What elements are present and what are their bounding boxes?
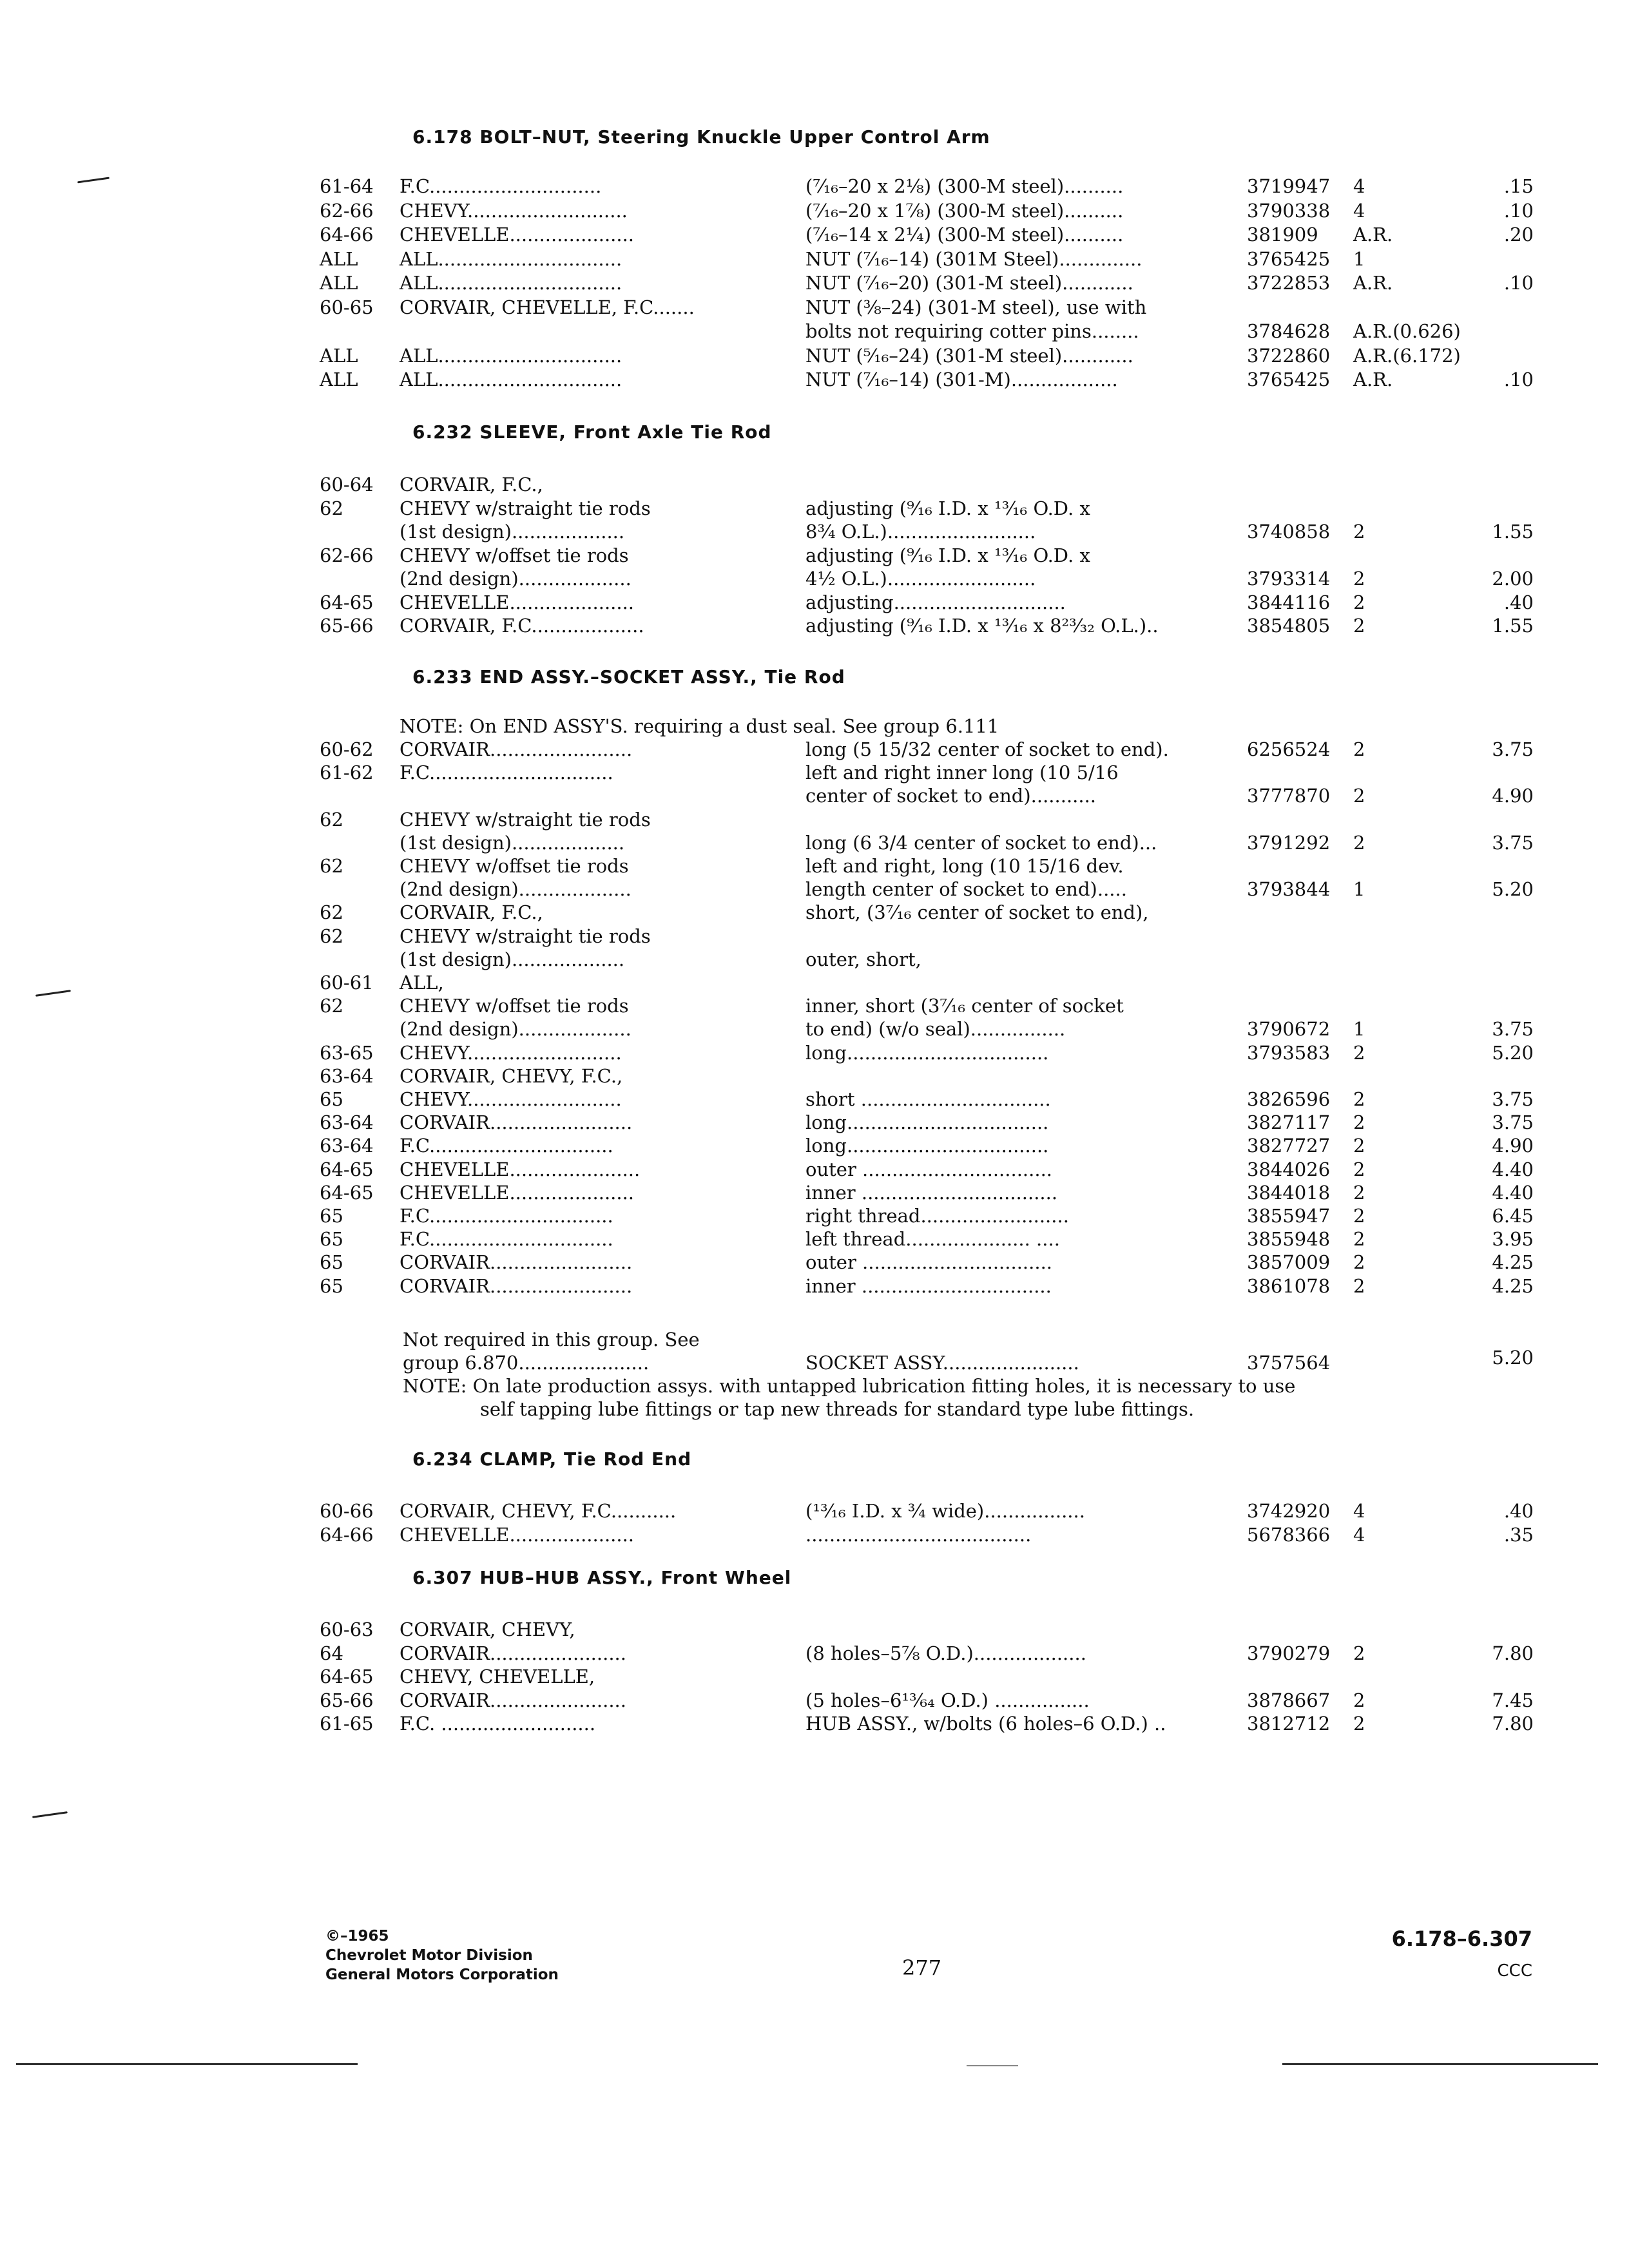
price-cell: .35 [1503,1523,1534,1546]
price-cell: 5.20 [1492,1041,1534,1064]
year-cell: 62-66 [320,544,374,566]
model-cell: CHEVY w/straight tie rods [400,497,651,519]
year-cell: 65 [320,1205,343,1227]
model-cell: CORVAIR....................... [400,1642,626,1664]
table-row [0,1135,1629,1158]
model-cell: ALL............................... [400,272,622,294]
description-cell: long.................................. [805,1135,1049,1157]
section-note: NOTE: On END ASSY'S. requiring a dust seal. See group 6.111 [400,715,999,737]
description-cell: NUT (⁵⁄₁₆–24) (301-M steel)............ [805,344,1133,367]
table-row [0,175,1629,198]
part-number-cell: 5678366 [1247,1523,1331,1546]
year-cell: 60-63 [320,1619,374,1640]
table-row [0,615,1629,638]
part-number-cell: 3793314 [1247,568,1331,590]
model-cell: CORVAIR, CHEVELLE, F.C....... [400,296,695,318]
quantity-cell: 4 [1353,175,1365,197]
table-row [0,1619,1629,1642]
part-number-cell: 3765425 [1247,369,1331,390]
year-cell: 65-66 [320,615,374,637]
price-cell: .15 [1503,175,1534,197]
table-row [0,855,1629,878]
description-cell: inner ................................. [805,1181,1058,1204]
year-cell: 62 [320,808,343,831]
model-cell: ALL............................... [400,369,622,390]
year-cell: 61-65 [320,1713,374,1735]
price-cell: 3.95 [1492,1228,1534,1251]
year-cell: 65 [320,1251,343,1274]
description-cell: long.................................. [805,1041,1049,1064]
table-row [0,497,1629,521]
year-cell: 60-62 [320,738,374,760]
quantity-cell: 1 [1353,878,1365,901]
table-row [0,200,1629,223]
table-row [0,762,1629,785]
table-row [0,1251,1629,1274]
part-number-cell: 3855948 [1247,1228,1331,1251]
model-cell: F.C. .......................... [400,1713,596,1735]
description-cell: left and right inner long (10 5/16 [805,762,1119,784]
description-cell: adjusting (⁹⁄₁₆ I.D. x ¹³⁄₁₆ x 8²³⁄₃₂ O.L.).. [805,615,1159,637]
model-cell: CHEVY w/straight tie rods [400,925,651,947]
part-number-cell: 3742920 [1247,1500,1331,1522]
model-cell: F.C............................... [400,762,613,784]
quantity-cell: 2 [1353,1689,1365,1711]
year-cell: 63-64 [320,1135,374,1157]
quantity-cell: 2 [1353,1158,1365,1180]
year-cell: 62 [320,855,343,877]
model-cell: CORVAIR........................ [400,738,633,760]
catalog-code: CCC [1497,1961,1532,1981]
quantity-cell: 2 [1353,1228,1365,1251]
description-cell: NUT (⁷⁄₁₆–14) (301M Steel).............. [805,247,1142,270]
quantity-cell: 2 [1353,831,1365,854]
price-cell: 7.80 [1492,1642,1534,1664]
socket-note-line2: group 6.870...................... [403,1352,650,1374]
price-cell: .40 [1503,1500,1534,1522]
quantity-cell: 2 [1353,1111,1365,1134]
year-cell: 65 [320,1088,343,1110]
publisher-block [325,1927,559,1984]
description-cell: short, (3⁷⁄₁₆ center of socket to end), [805,901,1149,924]
model-cell: CHEVELLE..................... [400,1523,635,1546]
quantity-cell: 2 [1353,1041,1365,1064]
bottom-rule-right [1282,2063,1598,2065]
quantity-cell: 2 [1353,568,1365,590]
model-cell: ALL............................... [400,247,622,270]
model-cell: CHEVY w/offset tie rods [400,855,629,877]
price-cell: 4.90 [1492,785,1534,807]
year-cell: ALL [320,369,358,390]
quantity-cell: 2 [1353,1088,1365,1110]
table-row [0,1111,1629,1135]
socket-note-line1: Not required in this group. See [403,1329,700,1350]
bottom-rule-mid [967,2065,1018,2066]
price-cell: .20 [1503,224,1534,245]
year-cell: ALL [320,272,358,294]
description-cell: NUT (⅜–24) (301-M steel), use with [805,296,1147,318]
table-row [0,925,1629,948]
model-cell: CORVAIR, F.C., [400,901,543,924]
year-cell: 62 [320,901,343,924]
model-cell: CORVAIR........................ [400,1111,633,1134]
price-cell: 4.25 [1492,1274,1534,1297]
description-cell: 4½ O.L.)......................... [805,568,1036,590]
year-cell: 62 [320,925,343,947]
part-number-cell: 3791292 [1247,831,1331,854]
description-cell: HUB ASSY., w/bolts (6 holes–6 O.D.) .. [805,1713,1166,1735]
part-number-cell: 3719947 [1247,175,1331,197]
year-cell: 64-65 [320,1181,374,1204]
table-row [0,1666,1629,1689]
bottom-rule-left [16,2063,358,2065]
quantity-cell: 2 [1353,1642,1365,1664]
section-title-6-307: 6.307 HUB–HUB ASSY., Front Wheel [412,1567,792,1588]
description-cell: right thread......................... [805,1205,1069,1227]
price-cell: 4.90 [1492,1135,1534,1157]
description-cell: ...................................... [805,1523,1032,1546]
price-cell: 3.75 [1492,738,1534,760]
table-row [0,320,1629,343]
year-cell: 65 [320,1228,343,1251]
quantity-cell: 2 [1353,1181,1365,1204]
description-cell: (8 holes–5⅞ O.D.)................... [805,1642,1086,1664]
model-cell: (2nd design)................... [400,1018,631,1041]
part-number-cell: 3765425 [1247,247,1331,270]
table-row [0,1642,1629,1666]
late-production-note-line2: self tapping lube fittings or tap new threads for standard type lube fittings. [480,1398,1195,1420]
year-cell: 60-64 [320,474,374,495]
model-cell: CHEVY w/offset tie rods [400,544,629,566]
scan-mark-3 [32,1811,68,1818]
section-title-6-178: 6.178 BOLT–NUT, Steering Knuckle Upper Control Arm [412,126,990,148]
price-cell: 4.40 [1492,1181,1534,1204]
model-cell: CORVAIR, F.C., [400,474,543,495]
price-cell: 4.40 [1492,1158,1534,1180]
price-cell: .10 [1503,199,1534,222]
year-cell: 63-65 [320,1041,374,1064]
table-row [0,1042,1629,1065]
part-number-cell: 3777870 [1247,785,1331,807]
part-number-cell: 3740858 [1247,521,1331,543]
price-cell: 3.75 [1492,1088,1534,1110]
table-row [0,1689,1629,1713]
quantity-cell: 1 [1353,247,1365,270]
model-cell: CHEVELLE..................... [400,1181,635,1204]
year-cell: 64-66 [320,1523,374,1546]
description-cell: adjusting (⁹⁄₁₆ I.D. x ¹³⁄₁₆ O.D. x [805,544,1090,566]
description-cell: long.................................. [805,1111,1049,1134]
part-number-cell: 3855947 [1247,1205,1331,1227]
table-row [0,1713,1629,1736]
year-cell: 64-65 [320,1158,374,1180]
table-row [0,272,1629,295]
quantity-cell: 2 [1353,591,1365,613]
description-cell: (5 holes–6¹³⁄₆₄ O.D.) ................ [805,1689,1090,1711]
model-cell: CORVAIR, CHEVY, [400,1619,575,1640]
group-range: 6.178–6.307 [1391,1927,1532,1951]
part-number-cell: 3827727 [1247,1135,1331,1157]
quantity-cell: 1 [1353,1018,1365,1041]
year-cell: 60-66 [320,1500,374,1522]
quantity-cell: 2 [1353,738,1365,760]
model-cell: CHEVELLE...................... [400,1158,641,1180]
year-cell: 64 [320,1642,343,1664]
model-cell: CORVAIR, CHEVY, F.C........... [400,1500,677,1522]
description-cell: to end) (w/o seal)................ [805,1018,1066,1041]
description-cell: long (6 3/4 center of socket to end)... [805,831,1157,854]
table-row [0,1182,1629,1205]
part-number-cell: 3826596 [1247,1088,1331,1110]
price-cell: 5.20 [1492,878,1534,901]
table-row [0,568,1629,591]
year-cell: 63-64 [320,1111,374,1134]
table-row [0,1228,1629,1251]
table-row [0,809,1629,832]
description-cell: 8¾ O.L.)......................... [805,521,1036,543]
section-title-6-233: 6.233 END ASSY.–SOCKET ASSY., Tie Rod [412,666,845,687]
model-cell: CORVAIR........................ [400,1274,633,1297]
year-cell: 60-65 [320,296,374,318]
part-number-cell: 3878667 [1247,1689,1331,1711]
price-cell: 7.80 [1492,1713,1534,1735]
part-number-cell: 3722853 [1247,272,1331,294]
year-cell: 62 [320,995,343,1017]
description-cell: outer ................................ [805,1158,1053,1180]
year-cell: ALL [320,344,358,367]
quantity-cell: A.R.(6.172) [1353,344,1461,367]
socket-assy-part: 3757564 [1247,1352,1331,1374]
table-row [0,369,1629,392]
table-row [0,1158,1629,1182]
part-number-cell: 6256524 [1247,738,1331,760]
part-number-cell: 3790672 [1247,1018,1331,1041]
part-number-cell: 3844018 [1247,1181,1331,1204]
model-cell: (1st design)................... [400,521,625,543]
group-range-block [1392,1927,1532,1981]
description-cell: (¹³⁄₁₆ I.D. x ¾ wide)................. [805,1500,1085,1522]
description-cell: inner, short (3⁷⁄₁₆ center of socket [805,995,1124,1017]
part-number-cell: 3722860 [1247,344,1331,367]
quantity-cell: A.R.(0.626) [1353,320,1461,342]
model-cell: (1st design)................... [400,831,625,854]
model-cell: CHEVELLE..................... [400,224,635,245]
model-cell: ALL............................... [400,344,622,367]
description-cell: left thread..................... .... [805,1228,1060,1251]
part-number-cell: 3812712 [1247,1713,1331,1735]
quantity-cell: 2 [1353,615,1365,637]
part-number-cell: 3793583 [1247,1041,1331,1064]
table-row [0,345,1629,368]
section-title-6-234: 6.234 CLAMP, Tie Rod End [412,1448,692,1470]
model-cell: F.C............................... [400,1205,613,1227]
year-cell: 65-66 [320,1689,374,1711]
table-row [0,248,1629,271]
table-row [0,296,1629,320]
description-cell: NUT (⁷⁄₁₆–14) (301-M).................. [805,369,1118,390]
quantity-cell: 2 [1353,521,1365,543]
quantity-cell: 2 [1353,1713,1365,1735]
part-number-cell: 3854805 [1247,615,1331,637]
section-title-6-232: 6.232 SLEEVE, Front Axle Tie Rod [412,421,772,443]
model-cell: (2nd design)................... [400,878,631,901]
price-cell: 3.75 [1492,1111,1534,1134]
page-number: 277 [902,1956,942,1980]
year-cell: 63-64 [320,1064,374,1087]
description-cell: (⁷⁄₁₆–20 x 1⅞) (300-M steel).......... [805,199,1124,222]
table-row [0,995,1629,1018]
description-cell: bolts not requiring cotter pins........ [805,320,1139,342]
description-cell: short ................................ [805,1088,1051,1110]
quantity-cell: 2 [1353,1251,1365,1274]
model-cell: F.C............................... [400,1228,613,1251]
model-cell: CHEVY w/straight tie rods [400,808,651,831]
year-cell: 62-66 [320,199,374,222]
table-row [0,544,1629,568]
year-cell: 65 [320,1274,343,1297]
quantity-cell: 4 [1353,1523,1365,1546]
quantity-cell: 2 [1353,785,1365,807]
price-cell: 1.55 [1492,615,1534,637]
description-cell: (⁷⁄₁₆–20 x 2⅛) (300-M steel).......... [805,175,1124,197]
table-row [0,878,1629,901]
part-number-cell: 3844026 [1247,1158,1331,1180]
description-cell: left and right, long (10 15/16 dev. [805,855,1124,877]
model-cell: CORVAIR........................ [400,1251,633,1274]
part-number-cell: 3790279 [1247,1642,1331,1664]
table-row [0,521,1629,544]
part-number-cell: 3857009 [1247,1251,1331,1274]
price-cell: 4.25 [1492,1251,1534,1274]
year-cell: 64-65 [320,1666,374,1687]
table-row [0,1065,1629,1088]
part-number-cell: 3827117 [1247,1111,1331,1134]
table-row [0,785,1629,808]
table-row [0,948,1629,972]
price-cell: .10 [1503,369,1534,390]
year-cell: 64-66 [320,224,374,245]
description-cell: (⁷⁄₁₆–14 x 2¼) (300-M steel).......... [805,224,1124,245]
table-row [0,832,1629,855]
socket-assy-price: 5.20 [1492,1347,1534,1369]
table-row [0,738,1629,762]
table-row [0,1018,1629,1041]
late-production-note-line1: NOTE: On late production assys. with untapped lubrication fitting holes, it is necessary to use [403,1375,1296,1397]
table-row [0,474,1629,497]
description-cell: center of socket to end)........... [805,785,1097,807]
socket-assy-desc: SOCKET ASSY....................... [805,1352,1079,1374]
model-cell: F.C............................... [400,1135,613,1157]
price-cell: .40 [1503,591,1534,613]
price-cell: 3.75 [1492,831,1534,854]
description-cell: inner ................................ [805,1274,1052,1297]
price-cell: 1.55 [1492,521,1534,543]
year-cell: 62 [320,497,343,519]
part-number-cell: 3844116 [1247,591,1331,613]
description-cell: adjusting............................. [805,591,1066,613]
model-cell: CHEVY.......................... [400,1088,622,1110]
description-cell: adjusting (⁹⁄₁₆ I.D. x ¹³⁄₁₆ O.D. x [805,497,1090,519]
model-cell: CHEVY.......................... [400,1041,622,1064]
division-line: Chevrolet Motor Division [325,1947,533,1964]
model-cell: ALL, [400,972,444,994]
description-cell: outer ................................ [805,1251,1053,1274]
quantity-cell: 4 [1353,1500,1365,1522]
part-number-cell: 381909 [1247,224,1318,245]
corporation-line: General Motors Corporation [325,1966,559,1983]
price-cell: 2.00 [1492,568,1534,590]
table-row [0,1524,1629,1547]
description-cell: NUT (⁷⁄₁₆–20) (301-M steel)............ [805,272,1133,294]
year-cell: 60-61 [320,972,374,994]
table-row [0,972,1629,995]
model-cell: (1st design)................... [400,948,625,970]
price-cell: 6.45 [1492,1205,1534,1227]
model-cell: CORVAIR, F.C................... [400,615,644,637]
model-cell: CHEVELLE..................... [400,591,635,613]
price-cell: 3.75 [1492,1018,1534,1041]
part-number-cell: 3793844 [1247,878,1331,901]
model-cell: CHEVY, CHEVELLE, [400,1666,595,1687]
table-row [0,591,1629,615]
quantity-cell: 2 [1353,1274,1365,1297]
model-cell: CHEVY w/offset tie rods [400,995,629,1017]
year-cell: 61-64 [320,175,374,197]
table-row [0,1205,1629,1228]
model-cell: CORVAIR, CHEVY, F.C., [400,1064,623,1087]
model-cell: (2nd design)................... [400,568,631,590]
part-number-cell: 3784628 [1247,320,1331,342]
year-cell: 61-62 [320,762,374,784]
quantity-cell: 2 [1353,1135,1365,1157]
table-row [0,1500,1629,1523]
quantity-cell: 2 [1353,1205,1365,1227]
copyright-line: ©–1965 [325,1928,389,1945]
description-cell: outer, short, [805,948,921,970]
table-row [0,1275,1629,1298]
quantity-cell: A.R. [1353,224,1393,245]
model-cell: F.C............................. [400,175,602,197]
part-number-cell: 3861078 [1247,1274,1331,1297]
model-cell: CHEVY........................... [400,199,628,222]
table-row [0,224,1629,247]
price-cell: .10 [1503,272,1534,294]
model-cell: CORVAIR....................... [400,1689,626,1711]
description-cell: long (5 15/32 center of socket to end). [805,738,1169,760]
quantity-cell: 4 [1353,199,1365,222]
part-number-cell: 3790338 [1247,199,1331,222]
description-cell: length center of socket to end)..... [805,878,1127,901]
year-cell: 64-65 [320,591,374,613]
quantity-cell: A.R. [1353,272,1393,294]
year-cell: ALL [320,247,358,270]
quantity-cell: A.R. [1353,369,1393,390]
table-row [0,901,1629,925]
table-row [0,1088,1629,1111]
price-cell: 7.45 [1492,1689,1534,1711]
